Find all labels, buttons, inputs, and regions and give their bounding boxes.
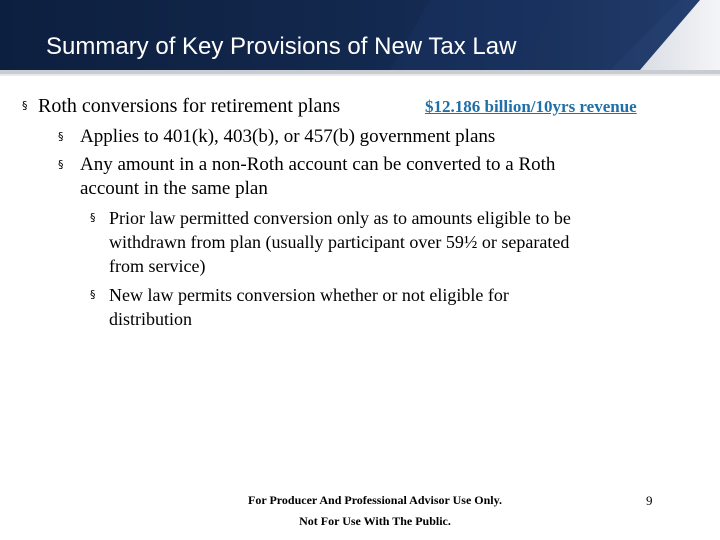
bullet-icon: §	[22, 99, 28, 112]
level3-item1-line3: from service)	[109, 256, 206, 276]
bullet-icon: §	[58, 130, 64, 143]
disclaimer-line2: Not For Use With The Public.	[299, 514, 451, 528]
footer-disclaimer	[210, 490, 540, 532]
level2-item2-line2: account in the same plan	[80, 178, 268, 199]
slide-title: Summary of Key Provisions of New Tax Law	[46, 33, 517, 60]
bullet-icon: §	[90, 211, 96, 224]
bullet-icon: §	[90, 288, 96, 301]
level3-item1-line1: Prior law permitted conversion only as to amounts eligible to be	[109, 208, 571, 228]
revenue-note-link[interactable]: $12.186 billion/10yrs revenue	[425, 97, 637, 116]
level3-item1-line2: withdrawn from plan (usually participant over 59½ or separated	[109, 232, 570, 252]
level3-item2-line2: distribution	[109, 309, 193, 329]
level2-item2-line1: Any amount in a non-Roth account can be converted to a Roth	[80, 154, 556, 175]
level3-item2-line1: New law permits conversion whether or not eligible for	[109, 285, 509, 305]
level2-item1-line1: Applies to 401(k), 403(b), or 457(b) government plans	[80, 126, 496, 147]
level1-text: Roth conversions for retirement plans	[38, 95, 341, 117]
disclaimer-line1: For Producer And Professional Advisor Use Only.	[248, 493, 502, 507]
page-number: 9	[646, 493, 653, 508]
bullet-icon: §	[58, 158, 64, 171]
